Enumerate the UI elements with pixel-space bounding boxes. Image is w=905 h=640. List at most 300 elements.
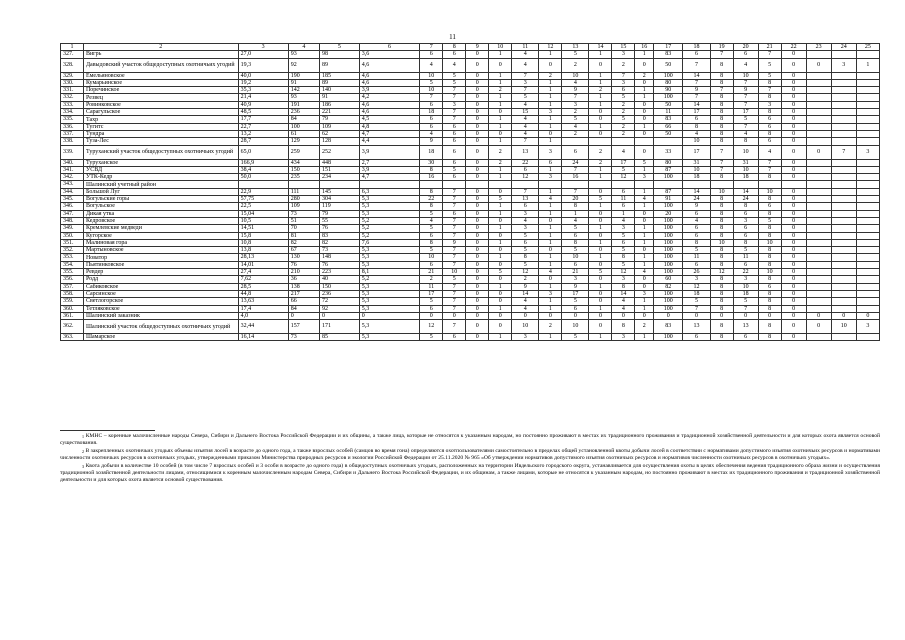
table-cell: 1 [635,203,654,210]
table-cell [831,290,856,297]
table-cell: 6 [443,123,466,130]
table-cell: 11 [683,254,710,261]
table-cell: 10 [562,320,589,334]
table-cell: 0 [589,232,612,239]
table-cell: 32,44 [238,320,288,334]
footnote-mark: 3 [82,463,84,469]
table-cell: 5,3 [359,210,420,217]
table-cell: 8 [758,225,781,232]
table-cell: 6 [733,51,758,58]
table-cell: 6 [758,138,781,145]
table-row [61,123,880,130]
column-number: 21 [758,44,781,51]
table-cell [806,94,831,101]
table-cell: 2 [635,72,654,79]
table-cell: 21 [562,269,589,276]
table-cell: 0 [589,320,612,334]
table-cell: 5,3 [359,290,420,297]
table-cell: 7 [443,188,466,195]
table-cell: 16 [420,174,443,181]
table-cell: 186 [320,101,360,108]
table-cell [856,276,879,283]
table-cell: 5 [758,58,781,72]
table-cell: 171 [320,320,360,334]
table-cell: 5 [733,116,758,123]
table-cell: 8 [758,261,781,268]
table-cell: 8 [758,254,781,261]
table-cell: 3 [635,174,654,181]
footnote-mark: 1 [82,434,84,439]
table-cell: 5 [612,247,635,254]
table-row [61,116,880,123]
table-cell: 1 [635,254,654,261]
table-cell [856,298,879,305]
table-cell: 10 [733,166,758,173]
table-cell: 93 [288,51,319,58]
table-cell: 1 [539,94,562,101]
table-cell: 87 [654,166,683,173]
table-cell [635,138,654,145]
table-cell: 14 [512,290,539,297]
table-cell: 0 [781,225,806,232]
table-cell: 5 [512,232,539,239]
table-cell: 6 [562,261,589,268]
table-cell: 3 [539,145,562,159]
table-cell: 8 [733,203,758,210]
footnote [60,433,880,448]
table-cell: 7 [443,87,466,94]
table-cell: 16,14 [238,334,288,341]
table-cell [806,232,831,239]
table-cell: 2 [612,109,635,116]
table-cell: 3 [512,334,539,341]
table-cell: 7 [562,166,589,173]
table-cell: 6 [733,225,758,232]
table-cell: 1 [589,94,612,101]
table-cell: 5 [635,159,654,166]
table-cell: 7 [733,79,758,86]
column-number: 23 [806,44,831,51]
table-cell [654,181,683,188]
table-cell: 6 [562,305,589,312]
table-cell: 1 [489,72,512,79]
table-cell: 6 [612,188,635,195]
table-cell: 0 [831,312,856,319]
table-cell [806,123,831,130]
table-cell [856,210,879,217]
table-cell: 3 [539,174,562,181]
footnotes [60,433,880,485]
column-number: 19 [710,44,733,51]
table-cell: 0 [781,283,806,290]
column-number: 6 [359,44,420,51]
table-cell: 8 [420,188,443,195]
table-cell: 0 [466,196,489,203]
table-cell: 7 [683,94,710,101]
footnote [60,463,880,485]
table-cell: 28,13 [238,254,288,261]
table-cell: 10 [710,188,733,195]
table-row [61,87,880,94]
table-row [61,217,880,224]
table-cell: 5,3 [359,254,420,261]
table-cell [856,79,879,86]
table-cell: 0 [781,159,806,166]
table-cell: 6 [758,203,781,210]
area-name: Вогульские горы [83,196,238,203]
table-cell: 7 [733,123,758,130]
table-cell: 10 [683,166,710,173]
table-cell: 8 [512,254,539,261]
table-cell [806,51,831,58]
column-number: 3 [238,44,288,51]
footnote-text: В закрепленных охотничьих угодьях объемы изъятия лосей в возрасте до одного года, а также взрослых особей (самцов во время гона) определяются охотпользователями самостоятельно в пределах общей установленной квоты добычи лосей в соответствии с нормативами допустимого изъятия охотничьих ресурсов и нормативами численности охотничьих ресурсов в охотничьих угодьях, утвержденными приказом Министерства природных ресурсов и экологии Российской Федерации от 25.11.2020 № 965 «Об утверждении нормативов допустимого изъятия охотничьих ресурсов и нормативов численности охотничьих ресурсов в охотничьих угодьях». [60,447,881,462]
table-cell: 8 [710,116,733,123]
column-number: 24 [831,44,856,51]
table-cell: 0 [781,254,806,261]
table-cell: 217 [288,290,319,297]
row-number: 346. [61,203,84,210]
table-row [61,269,880,276]
table-cell: 0 [635,276,654,283]
table-cell: 4 [512,305,539,312]
table-cell: 1 [635,87,654,94]
table-cell: 0 [781,305,806,312]
table-cell: 8 [710,320,733,334]
table-cell: 11 [733,254,758,261]
table-cell: 5 [420,298,443,305]
footnote-text: КМНС – коренные малочисленные народы Севера, Сибири и Дальнего Востока Российской Федерации и их общины, а также лица, которые не относятся к указанным народам, но постоянно проживают в местах их традиционного проживания и традиционной хозяйственной деятельности и для которых охота является основой существования. [60,433,880,447]
table-cell [856,159,879,166]
table-cell: 100 [654,232,683,239]
table-cell: 4 [512,101,539,108]
table-cell: 5,3 [359,334,420,341]
column-number: 20 [733,44,758,51]
table-cell: 1 [489,305,512,312]
table-cell: 40,9 [238,101,288,108]
table-cell: 0 [781,166,806,173]
table-cell: 0 [466,101,489,108]
table-cell: 8 [710,283,733,290]
table-cell: 6 [733,232,758,239]
table-cell: 1 [635,123,654,130]
table-cell [831,79,856,86]
table-cell: 26 [683,269,710,276]
table-cell: 2 [562,109,589,116]
table-cell: 0 [781,239,806,246]
table-cell [806,196,831,203]
page-number: 11 [449,33,456,41]
table-cell: 4,2 [359,94,420,101]
table-cell: 3 [856,145,879,159]
table-row [61,225,880,232]
table-cell [856,166,879,173]
table-cell: 3 [612,276,635,283]
table-cell: 0 [512,312,539,319]
table-cell: 8 [710,261,733,268]
table-cell: 0 [466,283,489,290]
table-cell [856,225,879,232]
table-cell: 1 [589,79,612,86]
table-cell: 6 [683,225,710,232]
table-cell: 5 [443,276,466,283]
table-row [61,109,880,116]
table-cell: 0 [539,247,562,254]
table-cell: 1 [539,166,562,173]
table-cell: 8 [683,239,710,246]
table-cell: 2 [589,159,612,166]
table-cell: 150 [288,166,319,173]
area-name: Тундра [83,130,238,137]
table-cell: 8 [758,130,781,137]
table-cell [806,290,831,297]
table-cell: 6 [683,232,710,239]
table-cell [806,159,831,166]
table-cell: 0 [806,58,831,72]
quota-table [60,43,880,341]
table-cell: 7 [710,87,733,94]
table-cell: 8 [710,72,733,79]
table-cell: 0 [489,290,512,297]
table-cell: 1 [589,123,612,130]
table-cell: 6 [420,232,443,239]
table-cell: 6 [612,203,635,210]
table-cell: 7 [443,247,466,254]
row-number: 330. [61,79,84,86]
table-cell: 5,3 [359,247,420,254]
row-number: 362. [61,320,84,334]
table-cell: 100 [654,203,683,210]
table-cell: 7 [733,305,758,312]
table-cell: 7 [512,138,539,145]
table-cell: 10 [733,283,758,290]
area-name: Кремлевские медведи [83,225,238,232]
table-cell: 3 [562,276,589,283]
table-cell: 8 [562,203,589,210]
table-cell: 9 [683,87,710,94]
table-cell: 10,8 [238,239,288,246]
table-cell [806,225,831,232]
table-cell: 8 [710,247,733,254]
table-cell: 73 [288,210,319,217]
table-cell: 6 [420,123,443,130]
table-cell: 1 [539,51,562,58]
table-cell [806,87,831,94]
table-cell: 5 [612,261,635,268]
table-cell: 8 [710,203,733,210]
table-cell: 0 [539,312,562,319]
table-cell: 5,2 [359,276,420,283]
table-cell: 2,7 [359,159,420,166]
table-cell: 10 [443,269,466,276]
table-cell: 5 [512,261,539,268]
table-cell: 15 [512,109,539,116]
table-cell: 8 [758,174,781,181]
table-cell: 4 [562,123,589,130]
table-cell: 0 [589,312,612,319]
table-cell: 27,0 [238,51,288,58]
table-cell: 11 [612,196,635,203]
table-cell: 100 [654,247,683,254]
table-cell: 8 [758,94,781,101]
table-cell: 280 [288,196,319,203]
table-cell [856,94,879,101]
table-cell: 10 [420,254,443,261]
table-cell [856,239,879,246]
table-cell: 0 [589,290,612,297]
table-cell: 8 [733,239,758,246]
table-cell: 0 [466,145,489,159]
table-row [61,138,880,145]
table-cell [806,181,831,188]
table-cell: 12 [710,269,733,276]
table-cell [420,181,443,188]
table-cell: 0 [589,261,612,268]
table-cell: 6 [758,123,781,130]
area-name: Поречинское [83,87,238,94]
table-cell: 5 [512,247,539,254]
table-cell: 5 [420,334,443,341]
area-name: Малиновая гора [83,239,238,246]
row-number: 342. [61,174,84,181]
table-cell: 0 [589,116,612,123]
table-cell: 100 [288,123,319,130]
table-cell: 8 [710,94,733,101]
table-cell: 22 [420,196,443,203]
table-cell: 2 [539,320,562,334]
table-cell: 6 [512,203,539,210]
table-cell: 4 [758,145,781,159]
table-cell [589,181,612,188]
table-cell: 100 [654,225,683,232]
row-number: 327. [61,51,84,58]
table-cell: 7 [710,145,733,159]
area-name: Кедровское [83,217,238,224]
table-cell [806,261,831,268]
table-cell: 6 [443,159,466,166]
table-cell: 10 [562,254,589,261]
table-cell: 4 [635,196,654,203]
table-cell [831,72,856,79]
column-number: 11 [512,44,539,51]
table-cell: 5 [489,196,512,203]
row-number: 354. [61,261,84,268]
table-cell [831,138,856,145]
table-cell: 0 [781,290,806,297]
table-cell: 89 [320,58,360,72]
table-cell: 8 [758,196,781,203]
table-cell: 76 [320,261,360,268]
table-cell: 10 [420,72,443,79]
table-cell: 0 [589,276,612,283]
table-cell [831,261,856,268]
table-cell: 4 [420,130,443,137]
table-cell: 0 [781,109,806,116]
table-cell: 1 [635,239,654,246]
table-cell [856,217,879,224]
row-number: 347. [61,210,84,217]
table-cell [856,305,879,312]
table-cell: 252 [320,145,360,159]
table-cell: 9 [683,203,710,210]
table-cell: 7 [443,283,466,290]
table-cell: 82 [288,239,319,246]
table-cell: 1 [539,210,562,217]
table-cell: 0 [635,101,654,108]
table-cell: 5 [758,72,781,79]
table-cell: 10 [733,145,758,159]
table-row [61,305,880,312]
table-cell: 0 [635,116,654,123]
table-cell: 7 [683,58,710,72]
table-cell: 0 [781,269,806,276]
table-cell: 6 [420,305,443,312]
table-cell: 6 [758,283,781,290]
table-cell [831,298,856,305]
table-cell [831,159,856,166]
row-number: 337. [61,130,84,137]
table-cell: 4 [733,130,758,137]
table-cell: 3 [512,79,539,86]
row-number: 334. [61,109,84,116]
table-cell: 0 [856,312,879,319]
table-cell: 0 [320,312,360,319]
table-cell [806,72,831,79]
table-cell: 1 [589,225,612,232]
table-cell: 1 [635,232,654,239]
table-cell [856,72,879,79]
table-cell: 8 [710,232,733,239]
table-cell: 91 [654,196,683,203]
table-cell: 7 [443,298,466,305]
row-number: 335. [61,116,84,123]
table-row [61,101,880,108]
area-name: Ровинковское [83,101,238,108]
table-cell: 2 [489,87,512,94]
table-cell [806,130,831,137]
column-number: 14 [589,44,612,51]
table-cell: 8 [710,79,733,86]
table-cell: 0 [466,334,489,341]
table-cell: 1 [635,166,654,173]
table-cell: 1 [489,174,512,181]
area-name: Сабиковское [83,283,238,290]
table-cell: 1 [539,188,562,195]
table-cell: 93 [288,94,319,101]
table-cell: 157 [288,320,319,334]
table-cell: 7 [758,51,781,58]
table-cell: 0 [635,130,654,137]
table-cell: 5,2 [359,232,420,239]
table-cell: 91 [288,79,319,86]
table-cell: 6 [562,232,589,239]
table-cell: 0 [466,225,489,232]
table-cell: 16 [562,174,589,181]
table-cell: 0 [654,312,683,319]
table-cell: 6 [512,166,539,173]
table-cell: 7 [562,94,589,101]
table-cell [562,181,589,188]
table-cell: 100 [654,261,683,268]
table-cell: 14,51 [238,225,288,232]
table-cell: 2 [612,130,635,137]
footnote [60,448,880,463]
table-cell: 4 [512,130,539,137]
table-cell: 0 [359,312,420,319]
table-cell: 0 [781,130,806,137]
table-cell: 4 [539,196,562,203]
column-number: 17 [654,44,683,51]
